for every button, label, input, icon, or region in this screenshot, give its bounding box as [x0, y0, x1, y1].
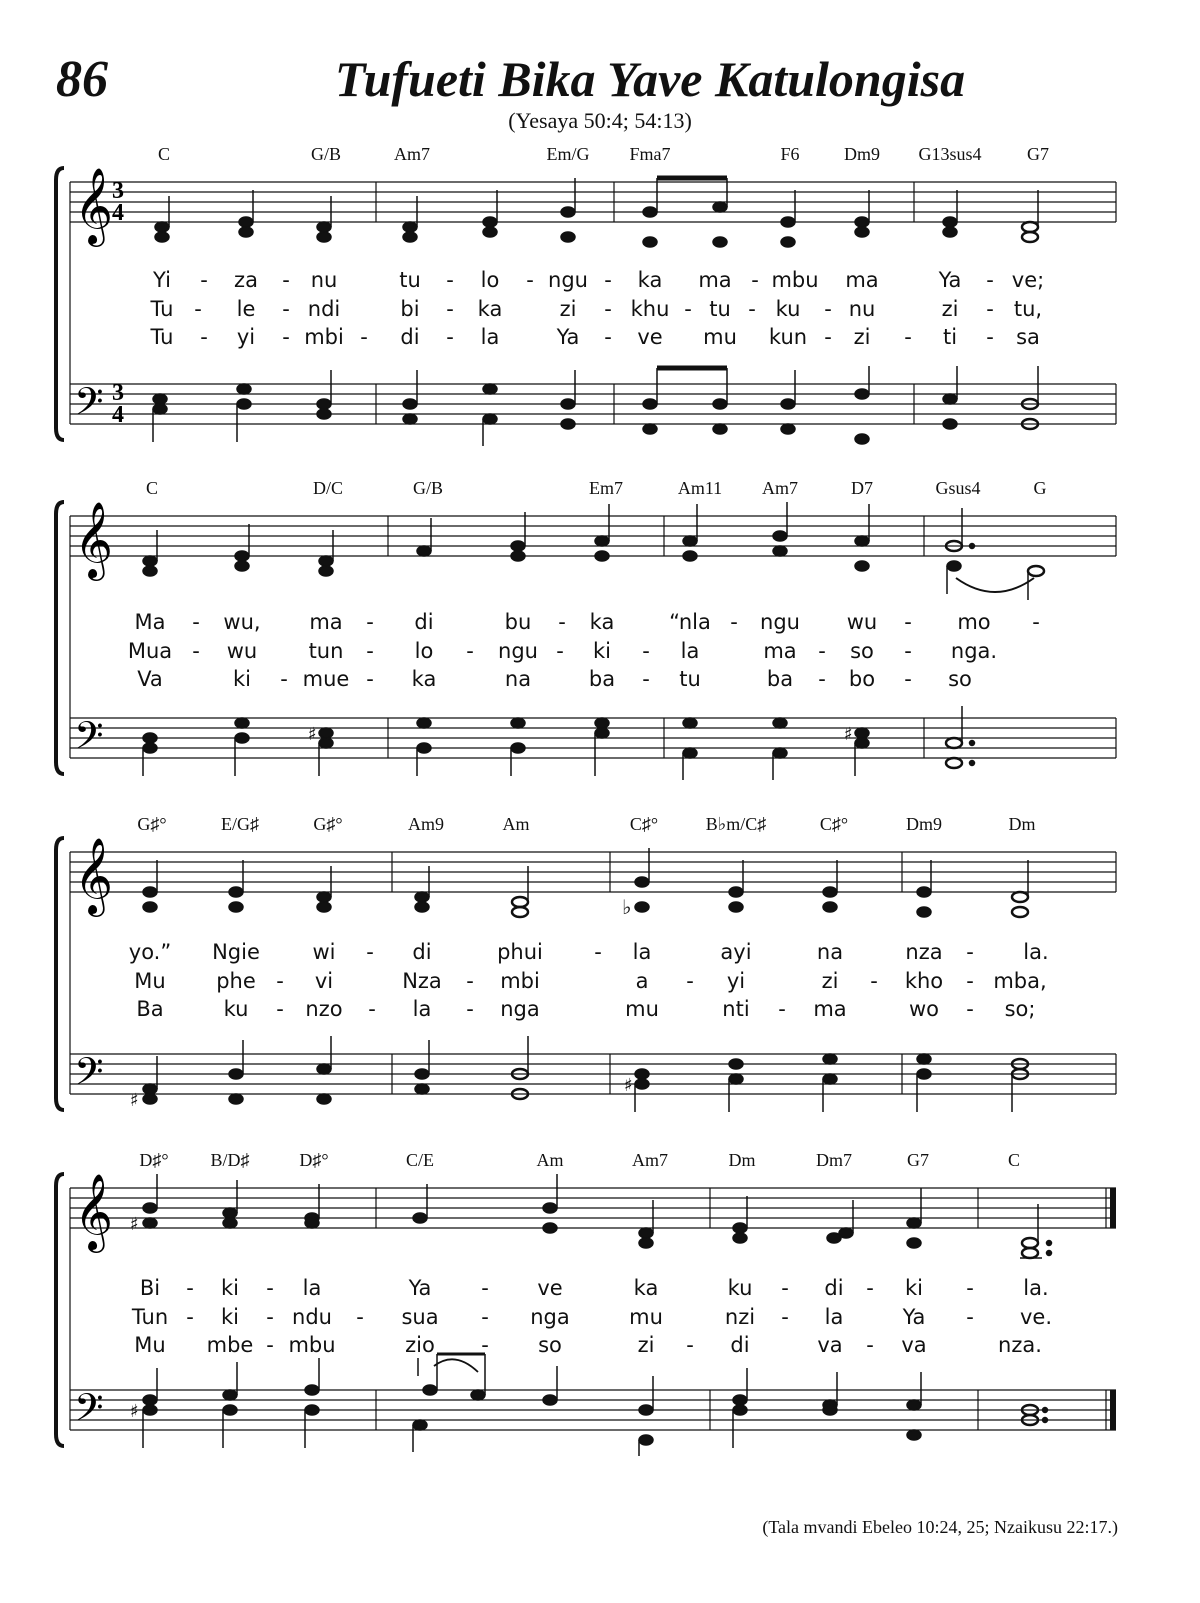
lyric-line-verse-1	[50, 610, 1130, 636]
lyric-syllable: Va	[137, 667, 163, 691]
lyric-syllable: Tun	[131, 1305, 169, 1329]
lyric-syllable: ki	[233, 667, 251, 691]
lyric-syllable: so	[850, 639, 874, 663]
lyric-hyphen: -	[604, 297, 612, 321]
lyric-syllable: la.	[1023, 940, 1049, 964]
lyric-hyphen: -	[818, 639, 826, 663]
lyric-syllable: mbe	[206, 1333, 254, 1357]
lyric-hyphen: -	[526, 268, 534, 292]
lyric-syllable: nzo	[305, 997, 343, 1021]
lyric-hyphen: -	[966, 997, 974, 1021]
lyric-syllable: la	[632, 940, 652, 964]
lyric-hyphen: -	[192, 610, 200, 634]
lyric-hyphen: -	[866, 1276, 874, 1300]
lyric-line-verse-3	[50, 667, 1130, 693]
svg-text:4: 4	[112, 200, 124, 226]
lyric-syllable: ndi	[307, 297, 341, 321]
chord-symbol: C	[1007, 1150, 1021, 1170]
lyric-syllable: ka	[477, 297, 503, 321]
lyric-hyphen: -	[200, 325, 208, 349]
lyric-syllable: Tu	[150, 325, 174, 349]
lyric-syllable: ve;	[1011, 268, 1045, 292]
chord-symbol: G	[1033, 478, 1047, 498]
lyric-syllable: ma	[309, 610, 343, 634]
lyric-syllable: ka	[637, 268, 663, 292]
lyric-syllable: mu	[625, 997, 659, 1021]
scripture-reference: (Yesaya 50:4; 54:13)	[508, 108, 692, 133]
lyric-hyphen: -	[266, 1276, 274, 1300]
chord-symbol: C♯°	[629, 814, 659, 834]
lyric-syllable: ma	[698, 268, 732, 292]
lyric-hyphen: -	[684, 297, 692, 321]
lyric-hyphen: -	[366, 940, 374, 964]
lyric-syllable: mu	[703, 325, 737, 349]
lyric-syllable: wu	[226, 639, 258, 663]
lyric-syllable: la.	[1023, 1276, 1049, 1300]
lyric-syllable: nu	[310, 268, 338, 292]
lyric-syllable: di	[400, 325, 420, 349]
lyric-syllable: wu,	[223, 610, 261, 634]
lyric-hyphen: -	[266, 1305, 274, 1329]
hymn-title: Tufueti Bika Yave Katulongisa	[334, 51, 966, 107]
lyric-syllable: la	[824, 1305, 844, 1329]
lyric-hyphen: -	[466, 639, 474, 663]
lyric-syllable: mba,	[993, 969, 1047, 993]
svg-text:4: 4	[112, 402, 124, 428]
lyric-hyphen: -	[986, 297, 994, 321]
svg-text:♯: ♯	[130, 1401, 139, 1422]
lyric-hyphen: -	[266, 1333, 274, 1357]
svg-text:𝄢: 𝄢	[74, 1385, 104, 1439]
lyric-syllable: ndu	[292, 1305, 332, 1329]
lyric-syllable: ve	[537, 1276, 563, 1300]
chord-symbol: Am	[502, 814, 530, 834]
lyric-syllable: ki	[905, 1276, 923, 1300]
lyric-syllable: Ya	[556, 325, 580, 349]
lyric-hyphen: -	[200, 268, 208, 292]
lyric-hyphen: -	[966, 1276, 974, 1300]
lyric-syllable: ngu	[760, 610, 800, 634]
chord-symbol: Dm7	[816, 1150, 852, 1170]
lyric-syllable: ku	[223, 997, 249, 1021]
lyric-syllable: Ya	[902, 1305, 926, 1329]
footer-reference: (Tala mvandi Ebeleo 10:24, 25; Nzaikusu 22:17.)	[762, 1517, 1118, 1537]
lyric-hyphen: -	[1032, 610, 1040, 634]
lyric-hyphen: -	[604, 325, 612, 349]
lyric-syllable: kho	[904, 969, 944, 993]
lyric-hyphen: -	[781, 1276, 789, 1300]
lyric-line-verse-1	[50, 1276, 1130, 1302]
lyric-syllable: Ba	[136, 997, 164, 1021]
lyric-syllable: la	[680, 639, 700, 663]
chord-symbol: Dm9	[906, 814, 942, 834]
lyric-syllable: ngu	[548, 268, 588, 292]
lyric-hyphen: -	[966, 1305, 974, 1329]
lyric-hyphen: -	[194, 297, 202, 321]
chord-symbol: Am9	[408, 814, 444, 834]
lyric-hyphen: -	[186, 1276, 194, 1300]
lyric-syllable: Ngie	[212, 940, 260, 964]
chord-symbol: Dm	[728, 1150, 756, 1170]
lyric-syllable: mbi	[500, 969, 540, 993]
lyric-syllable: di	[412, 940, 432, 964]
chord-symbol: Fma7	[629, 144, 671, 164]
lyric-hyphen: -	[686, 1333, 694, 1357]
lyric-syllable: mbi	[304, 325, 344, 349]
chord-symbol: Dm9	[844, 144, 880, 164]
lyric-syllable: ku	[727, 1276, 753, 1300]
lyric-syllable: tu	[709, 297, 731, 321]
lyric-syllable: ki	[221, 1276, 239, 1300]
lyric-hyphen: -	[966, 969, 974, 993]
lyric-syllable: Nza	[402, 969, 442, 993]
lyric-syllable: nzi	[724, 1305, 756, 1329]
lyric-syllable: Mu	[134, 1333, 166, 1357]
chord-symbol: Am	[536, 1150, 564, 1170]
lyric-syllable: di	[414, 610, 434, 634]
lyric-syllable: di	[824, 1276, 844, 1300]
svg-text:𝄢: 𝄢	[74, 713, 104, 767]
lyric-hyphen: -	[366, 667, 374, 691]
lyric-hyphen: -	[986, 325, 994, 349]
lyric-syllable: mo	[957, 610, 991, 634]
lyric-syllable: lo	[480, 268, 500, 292]
music-system-2	[50, 474, 1130, 774]
lyric-hyphen: -	[481, 1276, 489, 1300]
lyric-hyphen: -	[368, 997, 376, 1021]
lyric-hyphen: -	[824, 297, 832, 321]
chord-symbol: D/C	[312, 478, 344, 498]
chord-symbol: Em7	[589, 478, 623, 498]
lyric-hyphen: -	[730, 610, 738, 634]
lyric-hyphen: -	[604, 268, 612, 292]
chord-symbol: C	[145, 478, 159, 498]
chord-symbol: Am7	[394, 144, 430, 164]
lyric-syllable: Mua	[127, 639, 173, 663]
lyric-hyphen: -	[642, 667, 650, 691]
lyric-syllable: ma	[813, 997, 847, 1021]
lyric-syllable: tu	[399, 268, 421, 292]
svg-text:♯: ♯	[844, 724, 853, 745]
chord-symbol: D♯°	[299, 1150, 329, 1170]
lyric-hyphen: -	[282, 325, 290, 349]
lyric-syllable: wi	[312, 940, 336, 964]
lyric-syllable: mbu	[288, 1333, 336, 1357]
lyric-syllable: nza.	[998, 1333, 1042, 1357]
lyric-hyphen: -	[280, 667, 288, 691]
svg-text:𝄞: 𝄞	[74, 167, 114, 244]
lyric-syllable: va	[901, 1333, 927, 1357]
lyric-syllable: sa	[1016, 325, 1040, 349]
svg-text:𝄞: 𝄞	[74, 837, 114, 914]
lyric-syllable: nza	[905, 940, 943, 964]
svg-text:♯: ♯	[130, 1090, 139, 1111]
lyric-hyphen: -	[986, 268, 994, 292]
lyric-syllable: nti	[722, 997, 750, 1021]
lyric-hyphen: -	[748, 297, 756, 321]
lyric-hyphen: -	[360, 325, 368, 349]
lyric-hyphen: -	[904, 610, 912, 634]
lyric-syllable: la	[480, 325, 500, 349]
lyric-line-verse-1	[50, 940, 1130, 966]
lyric-hyphen: -	[686, 969, 694, 993]
lyric-syllable: ka	[589, 610, 615, 634]
lyric-syllable: Bi	[139, 1276, 161, 1300]
chord-symbol: B♭m/C♯	[705, 814, 767, 834]
lyric-hyphen: -	[781, 1305, 789, 1329]
lyric-hyphen: -	[356, 1305, 364, 1329]
lyric-hyphen: -	[558, 610, 566, 634]
chord-symbol: G♯°	[313, 814, 343, 834]
lyric-syllable: zi	[821, 969, 839, 993]
chord-symbol: Dm	[1008, 814, 1036, 834]
lyric-syllable: bi	[400, 297, 420, 321]
lyric-syllable: ka	[633, 1276, 659, 1300]
lyric-line-verse-3	[50, 325, 1130, 351]
lyric-hyphen: -	[966, 940, 974, 964]
lyric-syllable: wo	[908, 997, 940, 1021]
lyric-line-verse-2	[50, 1305, 1130, 1331]
lyric-syllable: Mu	[134, 969, 166, 993]
chord-symbol: D7	[851, 478, 873, 498]
svg-text:𝄞: 𝄞	[74, 501, 114, 578]
lyric-hyphen: -	[556, 639, 564, 663]
chord-symbol: G♯°	[137, 814, 167, 834]
lyric-syllable: tun	[308, 639, 344, 663]
lyric-syllable: ma	[763, 639, 797, 663]
lyric-syllable: lo	[414, 639, 434, 663]
lyric-syllable: la	[412, 997, 432, 1021]
lyric-syllable: ba	[588, 667, 616, 691]
lyric-syllable: a	[635, 969, 649, 993]
lyric-line-verse-2	[50, 969, 1130, 995]
lyric-hyphen: -	[366, 610, 374, 634]
lyric-syllable: zio	[405, 1333, 435, 1357]
lyric-hyphen: -	[282, 268, 290, 292]
lyric-syllable: mu	[629, 1305, 663, 1329]
chord-symbol: C	[157, 144, 171, 164]
chord-symbol: C♯°	[819, 814, 849, 834]
lyric-hyphen: -	[276, 997, 284, 1021]
hymn-number: 86	[56, 51, 108, 108]
chord-symbol: E/G♯	[221, 814, 259, 834]
lyric-syllable: Ma	[134, 610, 166, 634]
lyric-hyphen: -	[778, 997, 786, 1021]
lyric-syllable: nga	[500, 997, 540, 1021]
music-system-3	[50, 810, 1130, 1110]
lyric-line-verse-3	[50, 997, 1130, 1023]
lyric-line-verse-2	[50, 297, 1130, 323]
lyric-syllable: ba	[766, 667, 794, 691]
lyric-hyphen: -	[192, 639, 200, 663]
lyric-hyphen: -	[446, 268, 454, 292]
lyric-syllable: nga.	[950, 639, 998, 663]
lyric-hyphen: -	[870, 969, 878, 993]
lyric-syllable: tu	[679, 667, 701, 691]
lyric-syllable: ki	[593, 639, 611, 663]
lyric-syllable: yi	[726, 969, 746, 993]
chord-symbol: G7	[1027, 144, 1049, 164]
lyric-line-verse-3	[50, 1333, 1130, 1359]
chord-symbol: Em/G	[546, 144, 590, 164]
lyric-syllable: ku	[775, 297, 801, 321]
chord-symbol: Gsus4	[935, 478, 981, 498]
lyric-hyphen: -	[642, 639, 650, 663]
music-system-1	[50, 140, 1130, 440]
lyric-hyphen: -	[904, 667, 912, 691]
lyric-line-verse-2	[50, 639, 1130, 665]
chord-symbol: F6	[780, 144, 800, 164]
lyric-syllable: khu	[630, 297, 670, 321]
lyric-syllable: Ya	[408, 1276, 432, 1300]
lyric-syllable: ayi	[720, 940, 752, 964]
lyric-syllable: la	[302, 1276, 322, 1300]
chord-symbol: Am11	[677, 478, 723, 498]
lyric-syllable: va	[817, 1333, 843, 1357]
lyric-hyphen: -	[481, 1305, 489, 1329]
lyric-syllable: ka	[411, 667, 437, 691]
svg-text:3: 3	[112, 380, 124, 406]
lyric-syllable: wu	[846, 610, 878, 634]
lyric-syllable: di	[730, 1333, 750, 1357]
svg-text:♯: ♯	[624, 1075, 633, 1096]
staff-graphics	[50, 140, 1130, 450]
svg-text:3: 3	[112, 178, 124, 204]
lyric-syllable: Tu	[150, 297, 174, 321]
lyric-hyphen: -	[481, 1333, 489, 1357]
lyric-syllable: yi	[236, 325, 256, 349]
chord-symbol: B/D♯	[210, 1150, 250, 1170]
lyric-syllable: so	[948, 667, 972, 691]
lyric-hyphen: -	[904, 325, 912, 349]
lyric-syllable: phe	[216, 969, 256, 993]
lyric-hyphen: -	[824, 325, 832, 349]
lyric-hyphen: -	[186, 1305, 194, 1329]
lyric-syllable: vi	[314, 969, 334, 993]
lyric-syllable: bu	[504, 610, 532, 634]
svg-text:𝄞: 𝄞	[74, 1173, 114, 1250]
svg-text:♭: ♭	[622, 895, 632, 919]
lyric-syllable: bo	[848, 667, 876, 691]
chord-symbol: G13sus4	[918, 144, 982, 164]
lyric-hyphen: -	[446, 325, 454, 349]
lyric-hyphen: -	[446, 297, 454, 321]
lyric-hyphen: -	[818, 667, 826, 691]
lyric-syllable: ki	[221, 1305, 239, 1329]
lyric-syllable: kun	[768, 325, 808, 349]
chord-symbol: C/E	[405, 1150, 435, 1170]
lyric-hyphen: -	[366, 639, 374, 663]
chord-symbol: Am7	[632, 1150, 668, 1170]
lyric-syllable: ve	[637, 325, 663, 349]
lyric-syllable: “nla	[669, 610, 711, 634]
lyric-hyphen: -	[866, 1333, 874, 1357]
svg-text:♯: ♯	[308, 724, 317, 745]
lyric-syllable: so;	[1004, 997, 1036, 1021]
lyric-hyphen: -	[466, 969, 474, 993]
lyric-syllable: zi	[941, 297, 959, 321]
chord-symbol: D♯°	[139, 1150, 169, 1170]
lyric-syllable: ngu	[498, 639, 538, 663]
lyric-syllable: phui	[497, 940, 543, 964]
lyric-syllable: yo.”	[128, 940, 172, 964]
lyric-syllable: Ya	[938, 268, 962, 292]
lyric-syllable: zi	[853, 325, 871, 349]
lyric-syllable: ve.	[1019, 1305, 1053, 1329]
lyric-syllable: zi	[637, 1333, 655, 1357]
music-system-4	[50, 1146, 1130, 1446]
lyric-syllable: nga	[530, 1305, 570, 1329]
chord-symbol: G/B	[412, 478, 444, 498]
lyric-syllable: mbu	[771, 268, 819, 292]
lyric-syllable: zi	[559, 297, 577, 321]
lyric-syllable: na	[504, 667, 532, 691]
lyric-syllable: mue	[302, 667, 350, 691]
lyric-hyphen: -	[904, 639, 912, 663]
lyric-hyphen: -	[751, 268, 759, 292]
lyric-syllable: ma	[845, 268, 879, 292]
lyric-hyphen: -	[276, 969, 284, 993]
lyric-syllable: so	[538, 1333, 562, 1357]
lyric-line-verse-1	[50, 268, 1130, 294]
lyric-syllable: nu	[848, 297, 876, 321]
svg-text:𝄢: 𝄢	[74, 379, 104, 433]
lyric-syllable: ti	[942, 325, 958, 349]
lyric-syllable: na	[816, 940, 844, 964]
lyric-hyphen: -	[282, 297, 290, 321]
lyric-hyphen: -	[466, 997, 474, 1021]
chord-symbol: Am7	[762, 478, 798, 498]
lyric-syllable: tu,	[1013, 297, 1043, 321]
svg-text:♯: ♯	[130, 1214, 139, 1235]
chord-symbol: G7	[907, 1150, 929, 1170]
lyric-hyphen: -	[594, 940, 602, 964]
chord-symbol: G/B	[310, 144, 342, 164]
lyric-syllable: sua	[401, 1305, 439, 1329]
lyric-syllable: za	[234, 268, 258, 292]
svg-text:𝄢: 𝄢	[74, 1049, 104, 1103]
lyric-syllable: Yi	[153, 268, 171, 292]
lyric-syllable: le	[236, 297, 256, 321]
